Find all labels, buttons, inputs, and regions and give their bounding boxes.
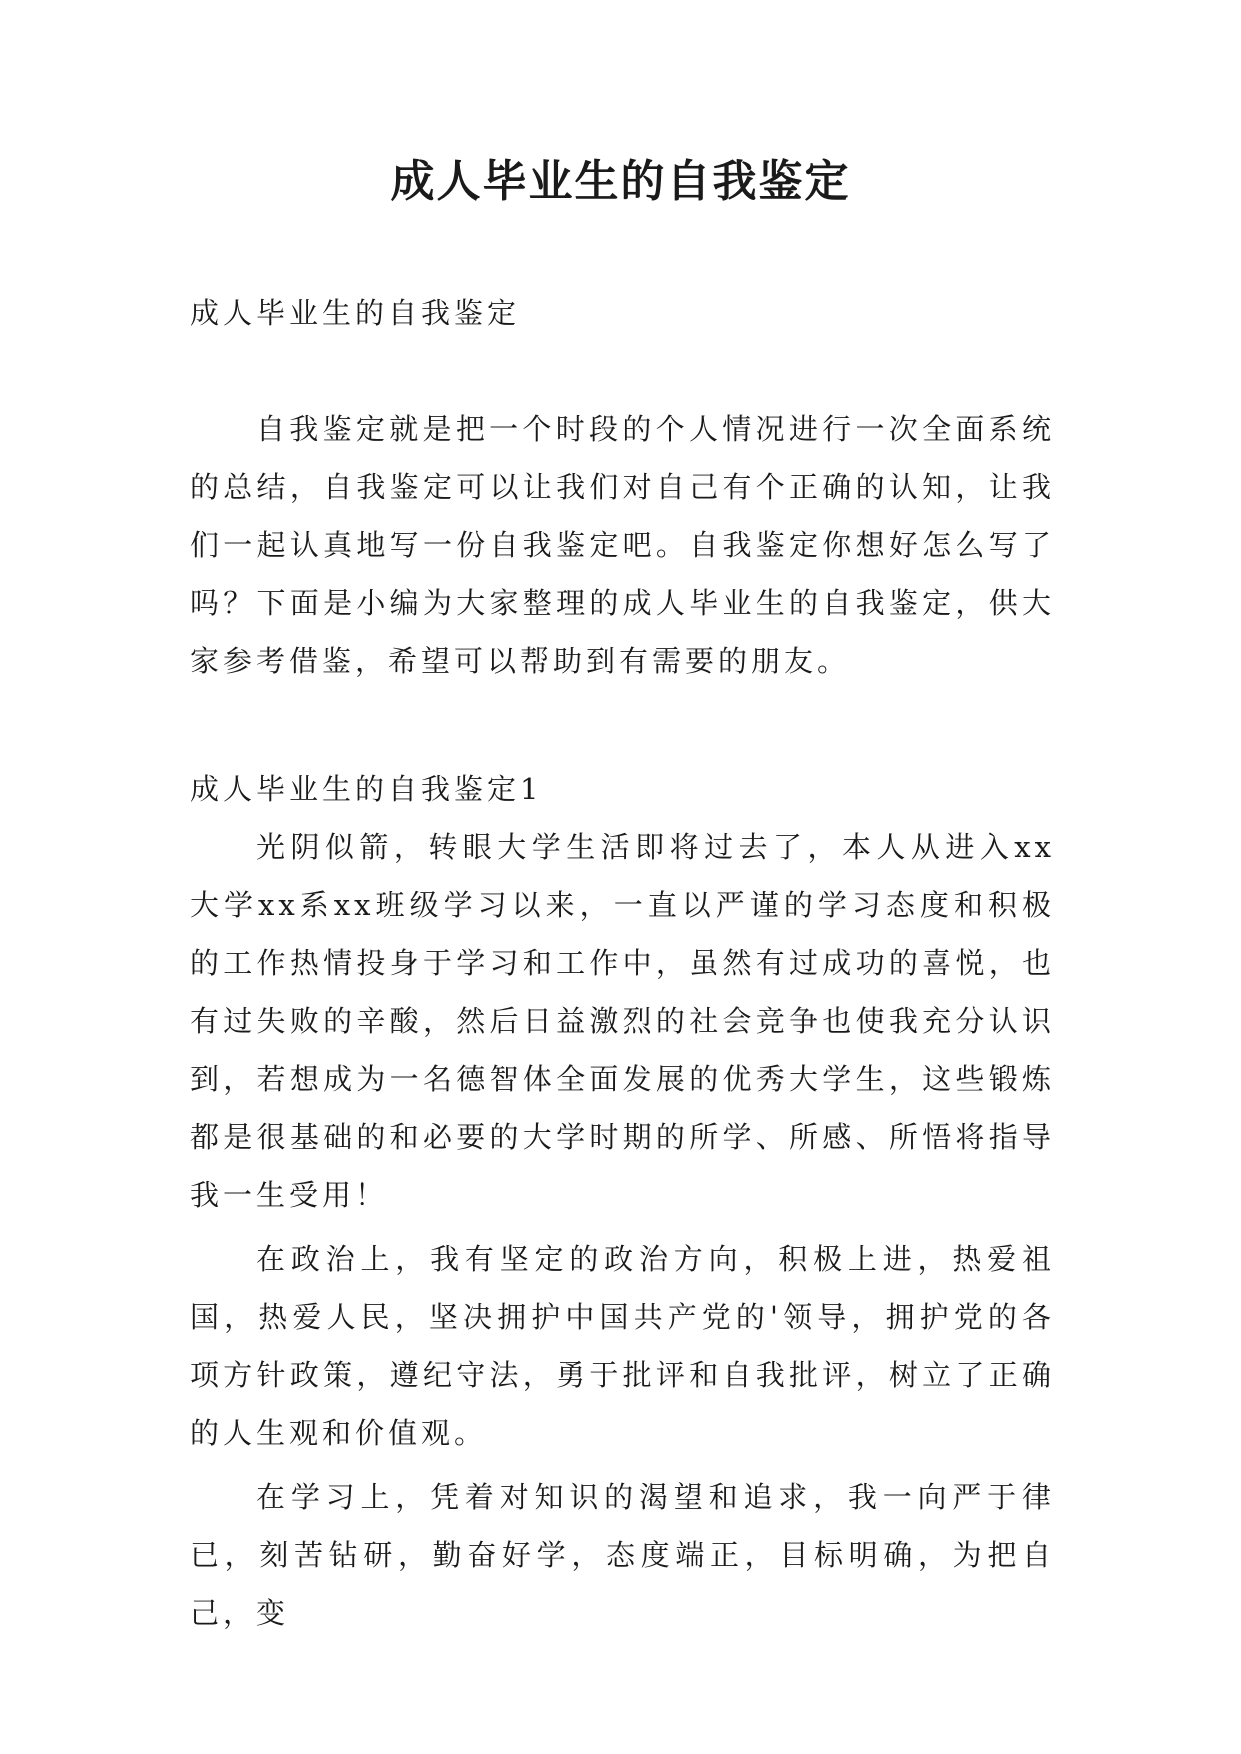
document-body <box>190 284 1055 1642</box>
document-subtitle: 成人毕业生的自我鉴定 <box>190 296 521 330</box>
section-heading: 成人毕业生的自我鉴定1 <box>190 772 543 806</box>
body-paragraph-1: 光阴似箭，转眼大学生活即将过去了，本人从进入xx大学xx系xx班级学习以来，一直以严谨的学习态度和积极的工作热情投身于学习和工作中，虽然有过成功的喜悦，也有过失败的辛酸，然后日益激烈的社会竞争也使我充分认识到，若想成为一名德智体全面发展的优秀大学生，这些锻炼都是很基础的和必要的大学时期的所学、所感、所悟将指导我一生受用！ <box>190 830 1055 1212</box>
intro-paragraph: 自我鉴定就是把一个时段的个人情况进行一次全面系统的总结，自我鉴定可以让我们对自己有个正确的认知，让我们一起认真地写一份自我鉴定吧。自我鉴定你想好怎么写了吗？下面是小编为大家整理的成人毕业生的自我鉴定，供大家参考借鉴，希望可以帮助到有需要的朋友。 <box>190 412 1055 678</box>
document-title: 成人毕业生的自我鉴定 <box>390 156 851 207</box>
body-paragraph-3: 在学习上，凭着对知识的渴望和追求，我一向严于律已，刻苦钻研，勤奋好学，态度端正，目标明确，为把自己，变 <box>190 1480 1055 1630</box>
body-paragraph-2: 在政治上，我有坚定的政治方向，积极上进，热爱祖国，热爱人民，坚决拥护中国共产党的'领导，拥护党的各项方针政策，遵纪守法，勇于批评和自我批评，树立了正确的人生观和价值观。 <box>190 1242 1055 1450</box>
